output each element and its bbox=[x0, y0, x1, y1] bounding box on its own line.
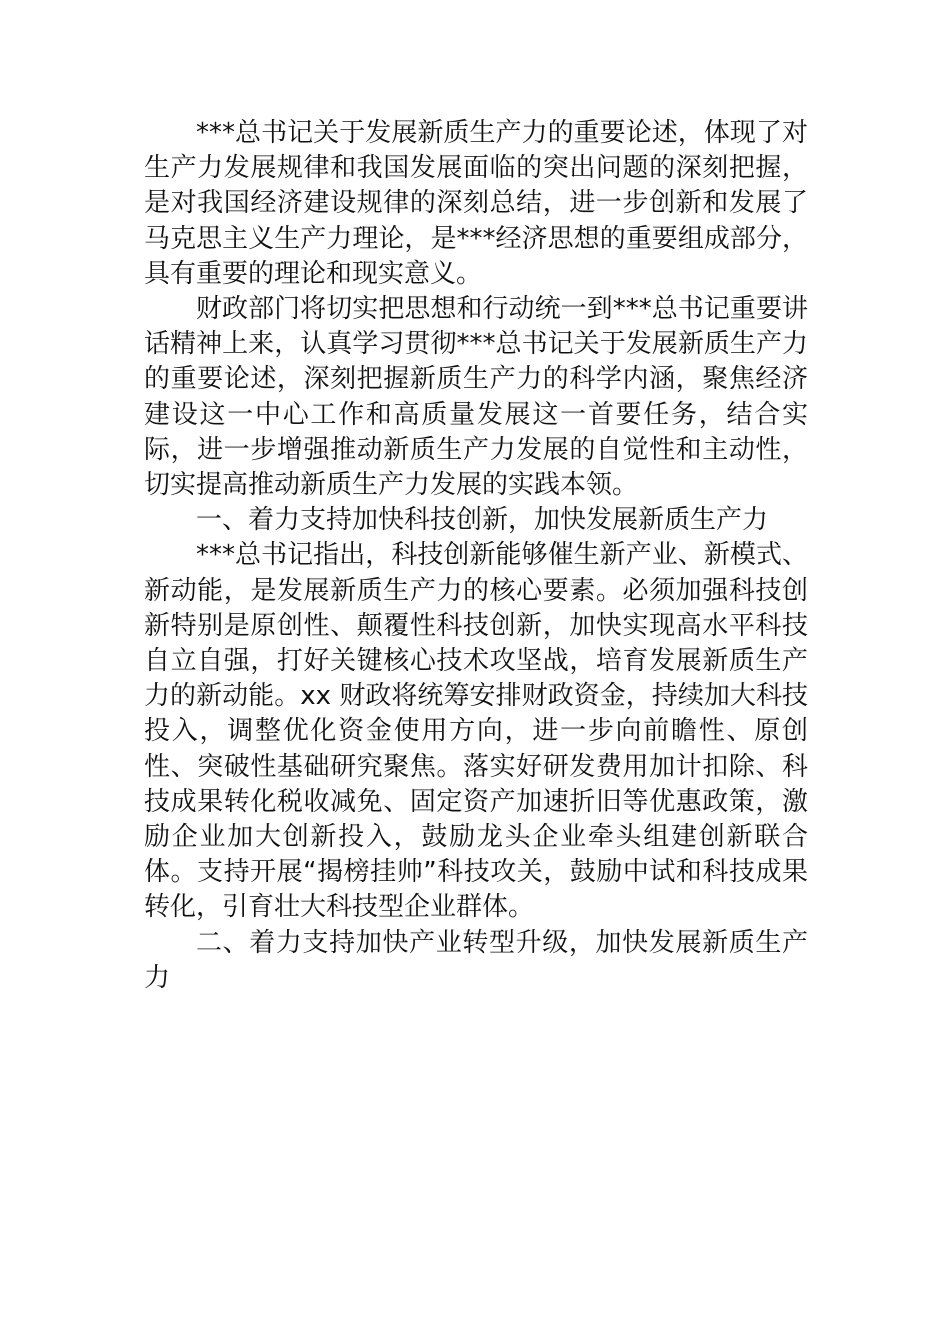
document-body bbox=[144, 116, 808, 996]
paragraph-intro: ***总书记关于发展新质生产力的重要论述，体现了对生产力发展规律和我国发展面临的突出问题的深刻把握，是对我国经济建设规律的深刻总结，进一步创新和发展了马克思主义生产力理论，是***经济思想的重要组成部分，具有重要的理论和现实意义。 bbox=[144, 118, 808, 289]
paragraph-tech-innovation: ***总书记指出，科技创新能够催生新产业、新模式、新动能，是发展新质生产力的核心要素。必须加强科技创新特别是原创性、颠覆性科技创新，加快实现高水平科技自立自强，打好关键核心技术攻坚战，培育发展新质生产力的新动能。xx 财政将统筹安排财政资金，持续加大科技投入，调整优化资金使用方向，进一步向前瞻性、原创性、突破性基础研究聚焦。落实好研发费用加计扣除、科技成果转化税收减免、固定资产加速折旧等优惠政策，激励企业加大创新投入，鼓励龙头企业牵头组建创新联合体。支持开展“揭榜挂帅”科技攻关，鼓励中试和科技成果转化，引育壮大科技型企业群体。 bbox=[144, 540, 808, 923]
section-heading-2: 二、着力支持加快产业转型升级，加快发展新质生产力 bbox=[144, 927, 808, 993]
paragraph-finance-department: 财政部门将切实把思想和行动统一到***总书记重要讲话精神上来，认真学习贯彻***总书记关于发展新质生产力的重要论述，深刻把握新质生产力的科学内涵，聚焦经济建设这一中心工作和高质量发展这一首要任务，结合实际，进一步增强推动新质生产力发展的自觉性和主动性，切实提高推动新质生产力发展的实践本领。 bbox=[144, 294, 808, 501]
section-heading-1: 一、着力支持加快科技创新，加快发展新质生产力 bbox=[196, 505, 769, 536]
